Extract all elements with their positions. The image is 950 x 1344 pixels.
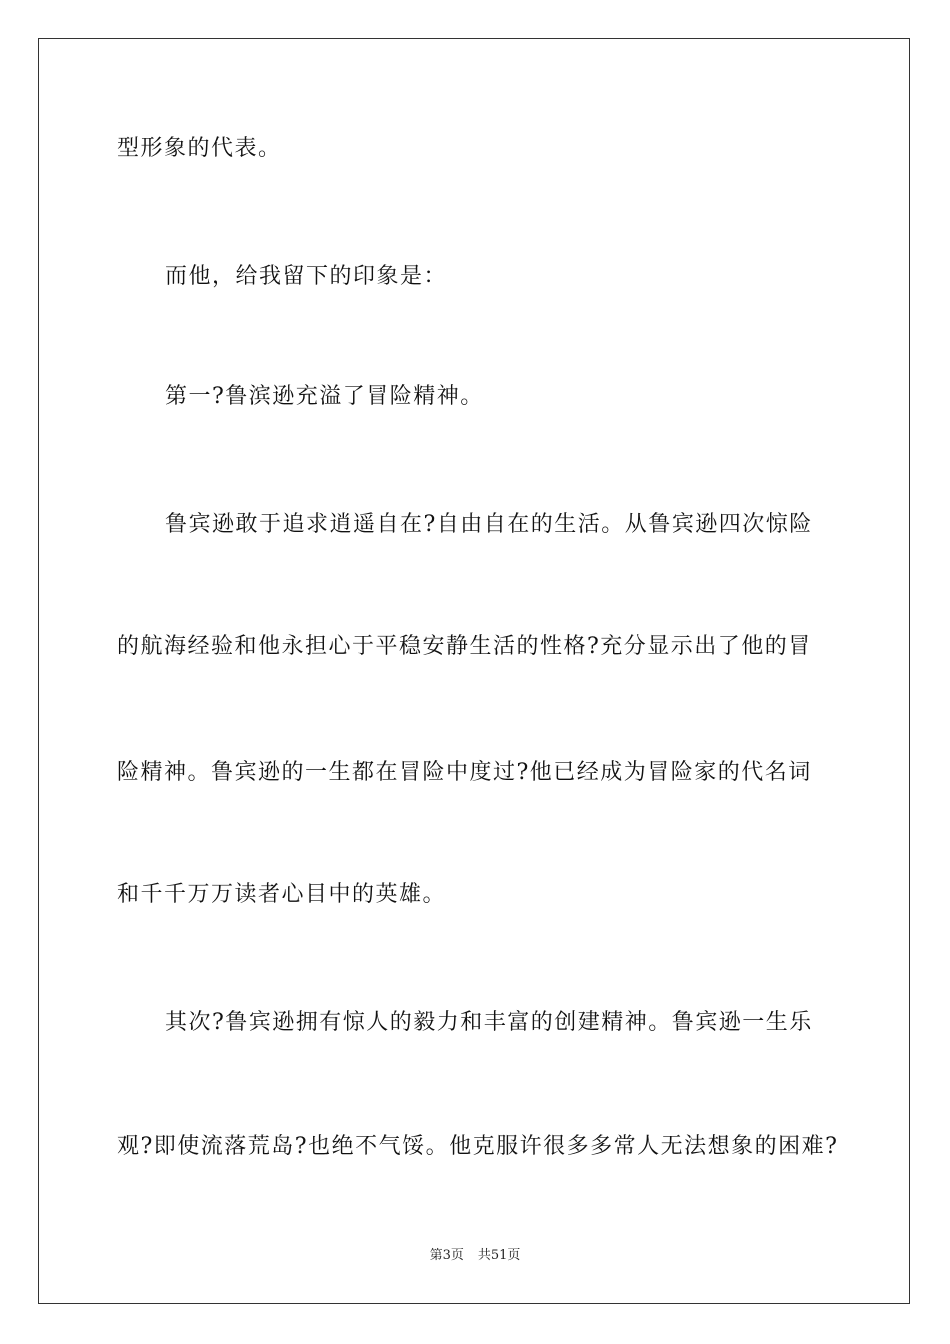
paragraph-line: 的航海经验和他永担心于平稳安静生活的性格?充分显示出了他的冒 xyxy=(117,634,812,659)
paragraph-line: 第一?鲁滨逊充溢了冒险精神。 xyxy=(165,384,484,409)
paragraph-line: 观?即使流落荒岛?也绝不气馁。他克服许很多多常人无法想象的困难? xyxy=(117,1134,839,1159)
page-border xyxy=(38,38,910,1304)
paragraph-line: 其次?鲁宾逊拥有惊人的毅力和丰富的创建精神。鲁宾逊一生乐 xyxy=(165,1010,813,1035)
page-footer xyxy=(0,1246,950,1266)
page-number: 第3页 xyxy=(429,1248,464,1263)
paragraph-line: 而他，给我留下的印象是： xyxy=(165,264,448,289)
paragraph-line: 型形象的代表。 xyxy=(117,136,282,161)
paragraph-line: 险精神。鲁宾逊的一生都在冒险中度过?他已经成为冒险家的代名词 xyxy=(117,760,812,785)
page-total: 共51页 xyxy=(477,1248,521,1263)
paragraph-line: 和千千万万读者心目中的英雄。 xyxy=(117,882,447,907)
paragraph-line: 鲁宾逊敢于追求逍遥自在?自由自在的生活。从鲁宾逊四次惊险 xyxy=(165,512,813,537)
